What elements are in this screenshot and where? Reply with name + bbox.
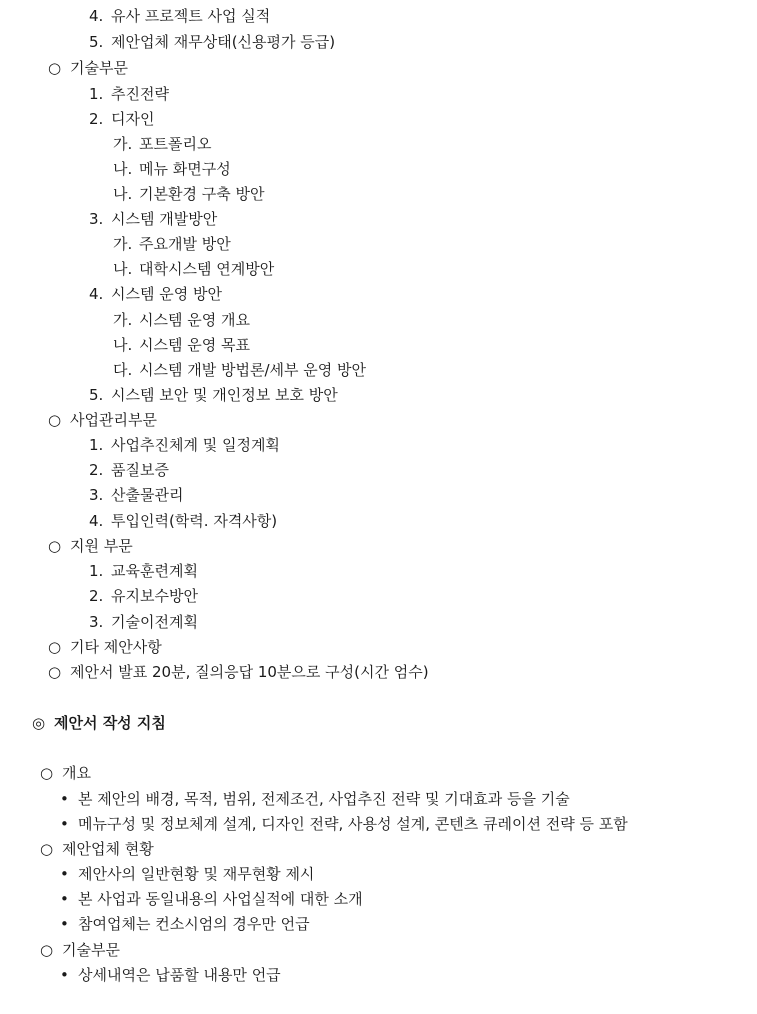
outline-item: [89, 561, 198, 581]
item-marker: 2.: [89, 110, 104, 128]
item-text: 유사 프로젝트 사업 실적: [111, 7, 271, 25]
item-text: 투입인력(학력. 자격사항): [111, 512, 278, 530]
item-text: 기술부문: [62, 941, 120, 959]
item-marker: ○: [48, 411, 62, 429]
item-text: 제안업체 재무상태(신용평가 등급): [111, 33, 336, 51]
item-text: 상세내역은 납품할 내용만 언급: [78, 966, 281, 984]
outline-item: [89, 6, 270, 26]
section-heading: [32, 713, 166, 733]
item-text: 대학시스템 연계방안: [139, 260, 275, 278]
item-marker: 가.: [113, 235, 133, 253]
item-marker: 5.: [89, 386, 104, 404]
item-text: 추진전략: [111, 85, 169, 103]
outline-item: [48, 410, 157, 430]
item-text: 디자인: [111, 110, 155, 128]
item-marker: •: [60, 790, 69, 808]
item-text: 메뉴구성 및 정보체계 설계, 디자인 전략, 사용성 설계, 콘텐츠 큐레이션 전략 등 포함: [78, 815, 628, 833]
item-text: 시스템 개발방안: [111, 210, 218, 228]
item-marker: 3.: [89, 613, 104, 631]
item-text: 시스템 운영 개요: [139, 311, 250, 329]
item-marker: 나.: [113, 336, 133, 354]
item-marker: 2.: [89, 587, 104, 605]
item-text: 교육훈련계획: [111, 562, 198, 580]
outline-item: [89, 385, 338, 405]
outline-item: [40, 940, 120, 960]
item-text: 주요개발 방안: [139, 235, 231, 253]
outline-item: [113, 159, 231, 179]
item-marker: •: [60, 815, 69, 833]
item-marker: 가.: [113, 135, 133, 153]
outline-item: [60, 864, 314, 884]
outline-item: [113, 234, 231, 254]
item-text: 기타 제안사항: [70, 638, 162, 656]
outline-item: [48, 637, 162, 657]
item-text: 제안서 발표 20분, 질의응답 10분으로 구성(시간 엄수): [70, 663, 429, 681]
item-marker: 3.: [89, 486, 104, 504]
item-text: 제안사의 일반현황 및 재무현황 제시: [78, 865, 315, 883]
item-text: 본 제안의 배경, 목적, 범위, 전제조건, 사업추진 전략 및 기대효과 등을 기술: [78, 790, 570, 808]
outline-item: [113, 360, 366, 380]
item-marker: 5.: [89, 33, 104, 51]
outline-item: [89, 435, 280, 455]
item-marker: ○: [48, 638, 62, 656]
outline-item: [48, 536, 133, 556]
outline-item: [48, 58, 128, 78]
item-marker: •: [60, 865, 69, 883]
item-marker: 가.: [113, 311, 133, 329]
outline-item: [89, 485, 183, 505]
outline-item: [60, 889, 363, 909]
outline-item: [89, 284, 222, 304]
item-marker: 1.: [89, 562, 104, 580]
item-marker: ◎: [32, 714, 46, 732]
item-text: 시스템 운영 목표: [139, 336, 250, 354]
outline-item: [40, 763, 91, 783]
item-marker: 1.: [89, 85, 104, 103]
item-marker: 나.: [113, 260, 133, 278]
item-marker: ○: [48, 663, 62, 681]
item-marker: 4.: [89, 7, 104, 25]
item-text: 사업관리부문: [70, 411, 157, 429]
outline-item: [89, 84, 169, 104]
item-text: 포트폴리오: [139, 135, 212, 153]
item-text: 시스템 보안 및 개인정보 보호 방안: [111, 386, 338, 404]
item-marker: 3.: [89, 210, 104, 228]
item-text: 시스템 개발 방법론/세부 운영 방안: [139, 361, 366, 379]
item-marker: 나.: [113, 185, 133, 203]
outline-item: [89, 511, 277, 531]
item-text: 유지보수방안: [111, 587, 198, 605]
item-marker: 2.: [89, 461, 104, 479]
item-marker: ○: [40, 840, 54, 858]
outline-item: [113, 134, 211, 154]
outline-item: [60, 914, 310, 934]
outline-item: [113, 335, 250, 355]
item-text: 지원 부문: [70, 537, 133, 555]
item-text: 제안서 작성 지침: [54, 714, 166, 732]
item-text: 참여업체는 컨소시엄의 경우만 언급: [78, 915, 310, 933]
item-text: 기술부문: [70, 59, 128, 77]
outline-item: [113, 310, 250, 330]
item-marker: 4.: [89, 285, 104, 303]
item-text: 개요: [62, 764, 91, 782]
item-text: 산출물관리: [111, 486, 184, 504]
outline-item: [40, 839, 154, 859]
item-marker: ○: [48, 537, 62, 555]
item-marker: •: [60, 966, 69, 984]
item-marker: ○: [40, 764, 54, 782]
item-text: 기술이전계획: [111, 613, 198, 631]
outline-item: [48, 662, 429, 682]
outline-item: [89, 109, 154, 129]
item-marker: •: [60, 915, 69, 933]
item-text: 제안업체 현황: [62, 840, 154, 858]
outline-item: [60, 965, 281, 985]
outline-item: [113, 184, 264, 204]
item-text: 시스템 운영 방안: [111, 285, 222, 303]
item-marker: 1.: [89, 436, 104, 454]
outline-item: [89, 32, 335, 52]
item-text: 기본환경 구축 방안: [139, 185, 265, 203]
item-text: 본 사업과 동일내용의 사업실적에 대한 소개: [78, 890, 363, 908]
item-marker: 4.: [89, 512, 104, 530]
outline-item: [89, 460, 169, 480]
outline-item: [89, 612, 198, 632]
outline-item: [89, 209, 217, 229]
outline-item: [60, 814, 628, 834]
item-text: 메뉴 화면구성: [139, 160, 231, 178]
item-text: 품질보증: [111, 461, 169, 479]
item-marker: ○: [40, 941, 54, 959]
item-marker: 다.: [113, 361, 133, 379]
outline-item: [113, 259, 274, 279]
outline-item: [60, 789, 570, 809]
item-marker: •: [60, 890, 69, 908]
item-marker: 나.: [113, 160, 133, 178]
item-text: 사업추진체계 및 일정계획: [111, 436, 280, 454]
outline-item: [89, 586, 198, 606]
item-marker: ○: [48, 59, 62, 77]
